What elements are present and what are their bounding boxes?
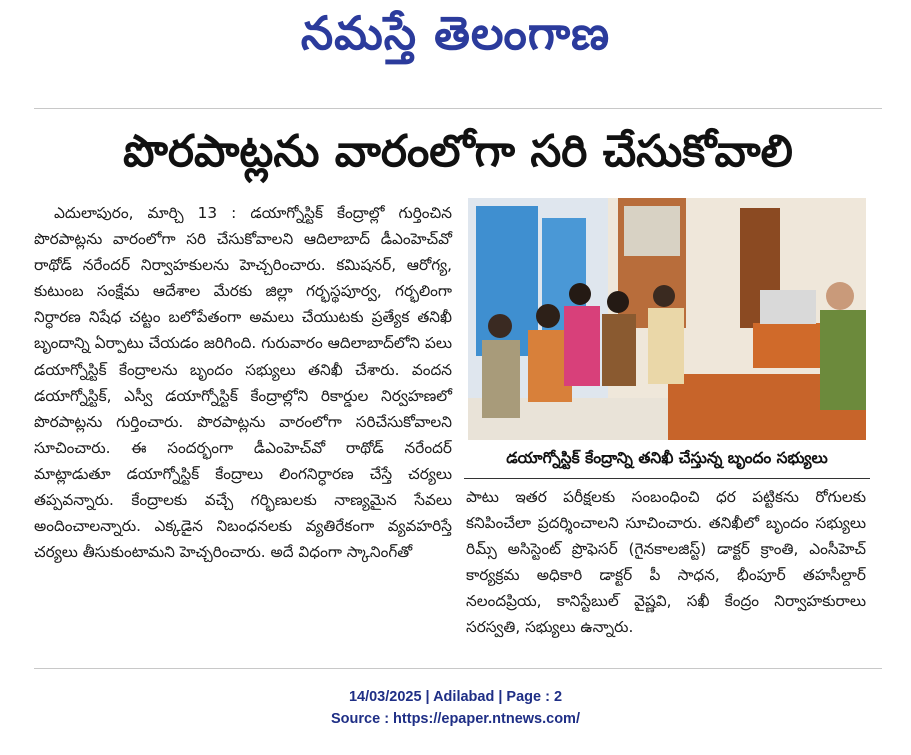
article-photo xyxy=(468,198,866,440)
photo-caption: డయాగ్నోస్టిక్ కేంద్రాన్ని తనిఖీ చేస్తున్న బృందం సభ్యులు xyxy=(506,449,828,467)
article-headline: పొరపాట్లను వారంలోగా సరి చేసుకోవాలి xyxy=(123,126,793,177)
top-divider xyxy=(34,108,882,109)
inspection-photo-illustration xyxy=(468,198,866,440)
article-right-column xyxy=(466,484,866,641)
footer-date-edition: 14/03/2025 | Adilabad | Page : 2 xyxy=(348,689,563,705)
newspaper-title: నమస్తే తెలంగాణ xyxy=(300,6,611,60)
right-column-text: పాటు ఇతర పరీక్షలకు సంబంధించి ధర పట్టికను రోగులకు కనిపించేలా ప్రదర్శించాలని సూచించారు. తనిఖీలో బృందం సభ్యులు రిమ్స్ అసిస్టెంట్ ప్రొఫెసర్ (గైనకాలజిస్ట్) డాక్టర్ క్రాంతి, ఎంసీహెచ్ కార్యక్రమ అధికారి డాక్టర్ పీ సాధన, భీంపూర్ తహసీల్దార్ నలందప్రియ, కానిస్టేబుల్ వైష్ణవి, సఖీ కేంద్రం నిర్వాహకురాలు సరస్వతి, సభ్యులు ఉన్నారు. xyxy=(466,488,866,637)
caption-divider xyxy=(464,478,870,479)
article-left-column xyxy=(34,200,452,565)
footer xyxy=(0,686,911,730)
left-column-text: ఎదులాపురం, మార్చి 13 : డయాగ్నోస్టిక్ కేంద్రాల్లో గుర్తించిన పొరపాట్లను వారంలోగా సరి చేసుకోవాలని ఆదిలాబాద్ డీఎంహెచ్‌వో రాథోడ్ నరేందర్ నిర్వాహకులను హెచ్చరించారు. కమిషనర్, ఆరోగ్య, కుటుంబ సంక్షేమ ఆదేశాల మేరకు జిల్లా గర్భస్థపూర్వ, గర్భలింగా నిర్ధారణ నిషేధ చట్టం బలోపేతంగా అమలు చేయుటకు ప్రత్యేక తనిఖీ బృందాన్ని ఏర్పాటు చేయడం జరిగింది. గురువారం ఆదిలాబాద్‌లోని పలు డయాగ్నోస్టిక్ కేంద్రాలను బృందం సభ్యులు తనిఖీ చేశారు. వందన డయాగ్నోస్టిక్, ఎస్వీ డయాగ్నోస్టిక్ కేంద్రాల్లోని రికార్డుల నిర్వహణలో పొరపాట్లను గుర్తించారు. పొరపాట్లను వారంలోగా సరిచేసుకోవాలని సూచించారు. ఈ సందర్భంగా డీఎంహెచ్‌వో రాథోడ్ నరేందర్ మాట్లాడుతూ డయాగ్నోస్టిక్ కేంద్రాలు లింగనిర్ధారణ చేస్తే చర్యలు తప్పవన్నారు. కేంద్రాలకు వచ్చే గర్భిణులకు నాణ్యమైన సేవలు అందించాలన్నారు. ఎక్కడైన నిబంధనలకు వ్యతిరేకంగా వ్యవహరిస్తే చర్యలు తీసుకుంటామని హెచ్చరించారు. అదే విధంగా స్కానింగ్‌తో xyxy=(34,204,452,562)
masthead xyxy=(0,0,911,78)
bottom-divider xyxy=(34,668,882,669)
footer-source: Source : https://epaper.ntnews.com/ xyxy=(331,711,580,727)
